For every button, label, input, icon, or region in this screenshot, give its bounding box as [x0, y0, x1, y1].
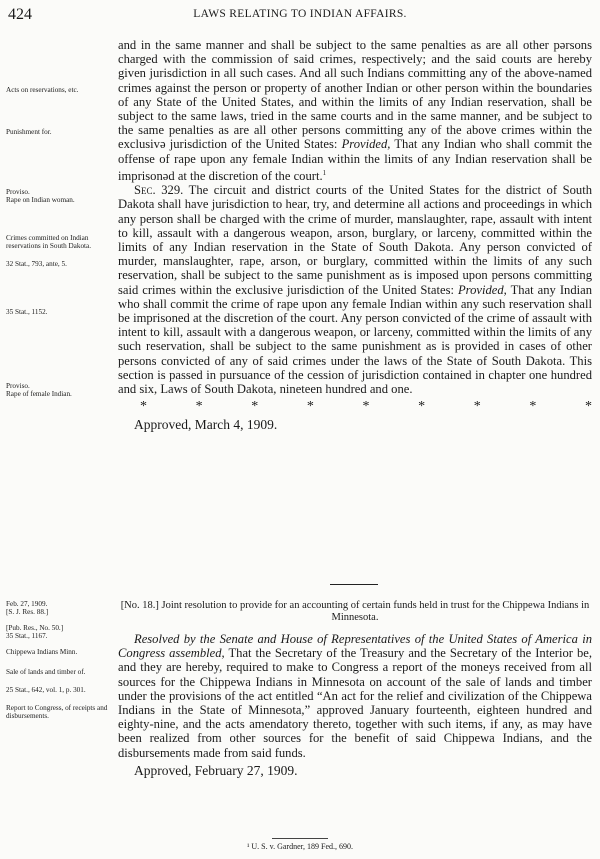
approved-date-1: Approved, March 4, 1909.: [134, 417, 278, 433]
margin-note-punishment: Punishment for.: [6, 128, 52, 136]
margin-note-report: Report to Congress, of receipts and disbursements.: [6, 704, 108, 720]
paragraph-sec-329: Sec. 329. The circuit and district courts of the United States for the district of South Dakota shall have jurisdiction to hear, try, and determine all actions and proceedings in which any person shall be charged with the crime of murder, manslaughter, rape, assault with intent to kill, assault with a dangerous weapon, arson, burglary, or larceny, committed within the limits of any Indian reservation in the State of South Dakota. Any person convicted of murder, manslaughter, rape, arson, or burglary, committed within the limits of any such reservation, shall be subject to the same punishment as is imposed upon persons committing said crimes within the exclusive jurisdiction of the United States: Provided, That any Indian who shall commit the crime of rape upon any female Indian within any such reservation shall be imprisoned at the discretion of the court. Any person convicted of the crime of assault with intent to kill, assault with a dangerous weapon, or larceny, committed within the limits of any such reservation, shall be subject to the same punishment as is provided in cases of other persons convicted of any of said crimes under the laws of the State of South Dakota. This section is passed in pursuance of the cession of jurisdiction contained in chapter one hundred and six, Laws of South Dakota, nineteen hundred and one.: [118, 183, 593, 397]
resolution-number: [No. 18.]: [120, 600, 159, 611]
margin-note-stat-1: 32 Stat., 793, ante, 5.: [6, 260, 67, 268]
margin-note-chippewa: Chippewa Indians Minn.: [6, 648, 78, 656]
section-divider: [330, 584, 378, 585]
running-title: LAWS RELATING TO INDIAN AFFAIRS.: [193, 8, 407, 20]
margin-note-proviso-2: Proviso. Rape of female Indian.: [6, 382, 72, 398]
section-label: Sec. 329.: [134, 183, 184, 198]
footnote: ¹ U. S. v. Gardner, 189 Fed., 690.: [247, 842, 353, 851]
footnote-rule: [272, 838, 328, 839]
page-header: [8, 6, 592, 24]
resolution-heading: [118, 600, 592, 624]
main-text-resolution: [118, 600, 592, 778]
margin-note-stat-4: 25 Stat., 642, vol. 1, p. 301.: [6, 686, 86, 694]
margin-note-acts: Acts on reservations, etc.: [6, 86, 79, 94]
approved-date-2: Approved, February 27, 1909.: [134, 762, 298, 778]
margin-note-pubres: [Pub. Res., No. 50.] 35 Stat., 1167.: [6, 624, 64, 640]
page-number: 424: [8, 6, 32, 23]
resolution-title: Joint resolution to provide for an accounting of certain funds held in trust for the Chippewa Indians in Minnesota.: [161, 600, 590, 623]
margin-note-date: Feb. 27, 1909. [S. J. Res. 88.]: [6, 600, 49, 616]
ellipsis-stars: * * * * * * * * *: [140, 399, 592, 415]
margin-note-proviso-1: Proviso. Rape on Indian woman.: [6, 188, 75, 204]
main-text-top: [118, 38, 592, 433]
margin-note-stat-2: 35 Stat., 1152.: [6, 308, 48, 316]
resolution-body: Resolved by the Senate and House of Representatives of the United States of America in Congress assembled, That the Secretary of the Treasury and the Secretary of the Interior be, and they are hereby, required to make to Congress a report of the moneys received from all sources for the Chippewa Indians in Minnesota on account of the sale of lands and timber under the provisions of the act entitled “An act for the relief and civilization of the Chippewa Indians in the State of Minnesota,” approved January fourteenth, eighteen hundred and eighty-nine, and the acts amendatory thereto, together with such items, if any, as may have been realized from other sources for the benefit of said Chippewa Indians, and the disbursements made from said funds.: [118, 632, 592, 760]
margin-note-sale: Sale of lands and timber of.: [6, 668, 86, 676]
paragraph-continuation: and in the same manner and shall be subject to the same penalties as are all other pərsons charged with the commission of said crimes, respectively; and the said couıts are hereby given jurisdiction in all such cases. And all such Indians committing any of the above-named crimes against the person or property of another Indian or other person within the boundaries of any State of the United States, and within the limits of any Indian reservation, shall be subject to the same laws, tried in the same courts and in the same manner, and be subject to the same penalties as are all other persons committing any of the above crimes within the exclusivə jurisdiction of the United States: Provided, That any Indian who shall commit the offense of rape upon any female Indian within the limits of any Indian reservation shall be imprisonəd at the discretion of the court.$^1$: [118, 38, 592, 184]
margin-note-crimes: Crimes committed on Indian reservations in South Dakota.: [6, 234, 92, 250]
